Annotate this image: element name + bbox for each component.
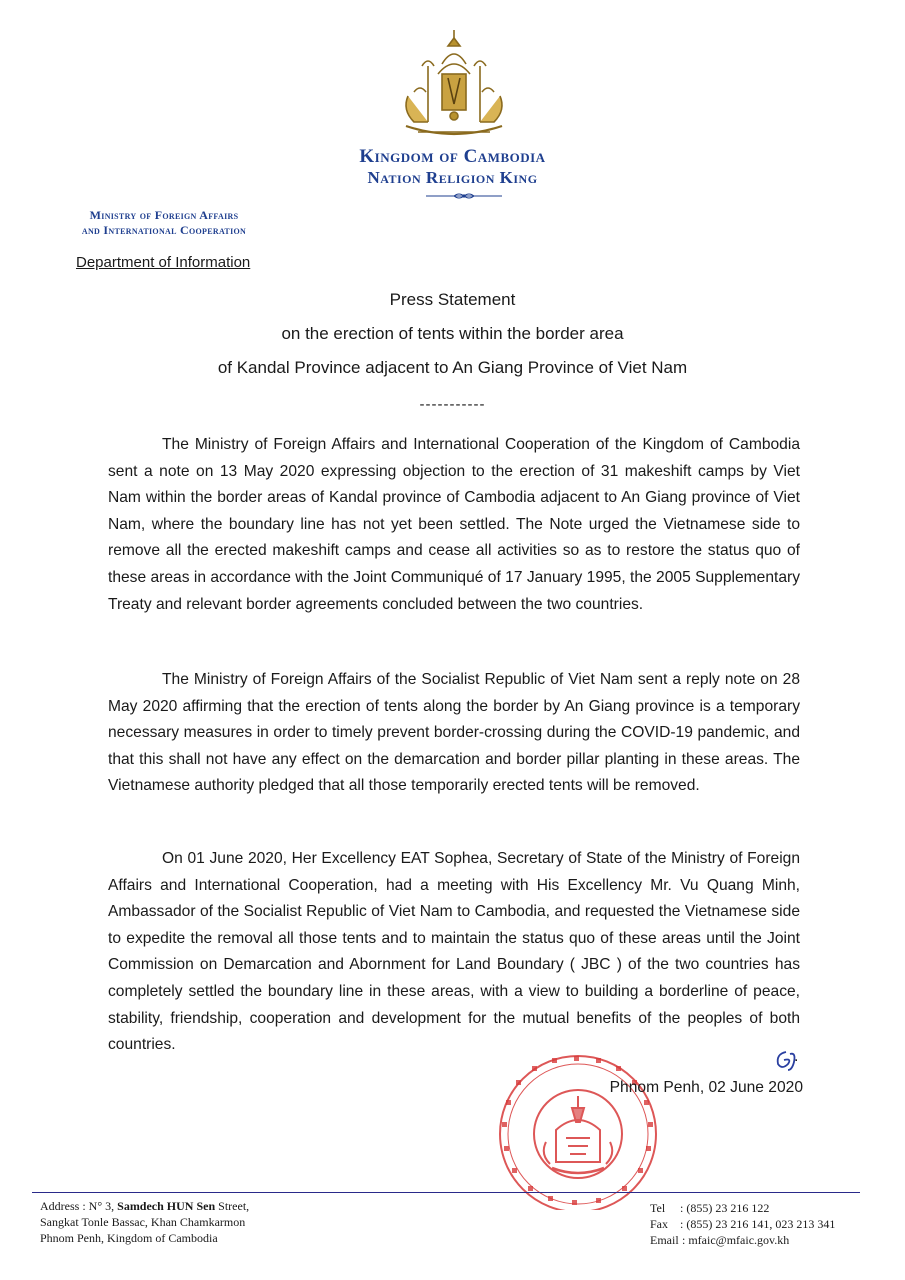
- kingdom-heading: Kingdom of Cambodia: [359, 146, 546, 167]
- fax-value: : (855) 23 216 141, 023 213 341: [680, 1217, 836, 1231]
- tel-row: [650, 1200, 835, 1216]
- address-line-2: Sangkat Tonle Bassac, Khan Chamkarmon: [40, 1215, 246, 1229]
- royal-emblem-icon: [398, 26, 510, 144]
- tel-value: : (855) 23 216 122: [680, 1201, 770, 1215]
- ministry-line-2: and International Cooperation: [81, 223, 247, 237]
- address-street-suffix: Street,: [215, 1199, 250, 1213]
- footer-address: [40, 1198, 249, 1246]
- footer-contact: [650, 1200, 835, 1248]
- email-label: Email: [650, 1233, 679, 1247]
- ministry-line-1: Ministry of Foreign Affairs: [89, 208, 239, 222]
- document-title: Press Statement: [389, 290, 516, 309]
- seal-stamp-icon: [488, 1050, 674, 1210]
- fax-row: [650, 1216, 835, 1232]
- fax-label: Fax: [650, 1217, 668, 1231]
- document-subtitle-line-2: of Kandal Province adjacent to An Giang Province of Viet Nam: [217, 358, 688, 377]
- place-and-date: Phnom Penh, 02 June 2020: [609, 1079, 803, 1096]
- title-separator: -----------: [419, 396, 486, 413]
- body-paragraph-1: The Ministry of Foreign Affairs and International Cooperation of the Kingdom of Cambodia sent a note on 13 May 2020 expressing objection to the erection of 31 makeshift camps by Viet Nam within the border areas of Kandal province of Cambodia adjacent to An Giang province of Viet Nam, where the boundary line has not yet been settled. The Note urged the Vietnamese side to remove all the erected makeshift camps and cease all activities so as to restore the status quo of these areas in accordance with the Joint Communiqué of 17 January 1995, the 2005 Supplementary Treaty and relevant border agreements concluded between the two countries.: [108, 436, 800, 613]
- body-paragraph-2: The Ministry of Foreign Affairs of the Socialist Republic of Viet Nam sent a reply note on 28 May 2020 affirming that the erection of tents along the border by An Giang province is a temporary necessary measures in order to timely prevent border-crossing during the COVID-19 pandemic, and that this shall not have any effect on the demarcation and border pillar planting in these areas. The Vietnamese authority pledged that all those temporarily erected tents will be removed.: [108, 671, 800, 795]
- footer-divider: [32, 1192, 860, 1193]
- ministry-name: [34, 208, 294, 238]
- address-street: Samdech HUN Sen: [117, 1199, 216, 1213]
- email-row: [650, 1232, 835, 1248]
- email-link[interactable]: : mfaic@mfaic.gov.kh: [682, 1233, 790, 1247]
- address-line-1: [40, 1198, 249, 1214]
- address-line-3: Phnom Penh, Kingdom of Cambodia: [40, 1231, 218, 1245]
- document-subtitle-line-1: on the erection of tents within the border area: [281, 324, 624, 343]
- body-paragraph-3: On 01 June 2020, Her Excellency EAT Sophea, Secretary of State of the Ministry of Foreign Affairs and International Cooperation, had a meeting with His Excellency Mr. Vu Quang Minh, Ambassador of the Socialist Republic of Viet Nam to Cambodia, and requested the Vietnamese side to expedite the removal all those tents and to maintain the status quo of these areas until the Joint Commission on Demarcation and Abornment for Land Boundary ( JBC ) of the two countries has completely settled the boundary line in these areas, with a view to building a borderline of peace, stability, friendship, cooperation and development for the mutual benefits of the peoples of both countries.: [108, 850, 800, 1054]
- address-label: Address : N° 3,: [40, 1199, 118, 1213]
- end-mark: .: [794, 1048, 799, 1065]
- department-label: Department of Information: [76, 254, 251, 271]
- motto-heading: Nation Religion King: [367, 168, 538, 187]
- ornament-divider-icon: [424, 192, 504, 200]
- tel-label: Tel: [650, 1201, 666, 1215]
